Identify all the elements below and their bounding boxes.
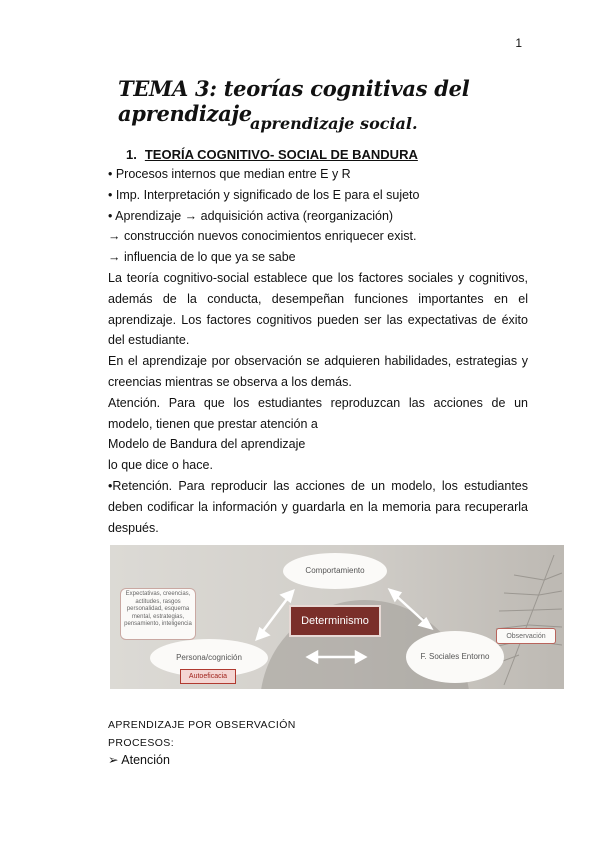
body-text xyxy=(108,268,528,538)
paragraph: La teoría cognitivo-social establece que los factores sociales y cognitivos, además de la conducta, desempeñan funciones importantes en el aprendizaje. Los factores cognitivos pueden ser las expectativas de éxito del estudiante. xyxy=(108,271,528,348)
bullet-list xyxy=(108,164,528,268)
paragraph: •Retención. Para reproducir las acciones de un modelo, los estudiantes deben codificar la información y guardarla en la memoria para recuperarla después. xyxy=(108,478,528,535)
bandura-model-diagram xyxy=(110,545,564,689)
paragraph: lo que dice o hace. xyxy=(108,458,213,473)
section-title: TEORÍA COGNITIVO- SOCIAL DE BANDURA xyxy=(144,147,418,162)
bullet-item: • Procesos internos que median entre E y R xyxy=(108,167,351,181)
determinism-box: Determinismo xyxy=(289,605,381,637)
section-number: 1. xyxy=(126,147,137,162)
observation-heading: APRENDIZAJE POR OBSERVACIÓN xyxy=(108,719,296,731)
bullet-item: → construcción nuevos conocimientos enriquecer exist. xyxy=(108,229,417,244)
social-factors-node: F. Sociales Entorno xyxy=(406,631,504,683)
bullet-item: → influencia de lo que ya se sabe xyxy=(108,250,296,265)
footer-headings xyxy=(108,716,296,752)
paragraph: Modelo de Bandura del aprendizaje xyxy=(108,437,306,452)
expectations-box: Expectativas, creencias, actitudes, rasgos personalidad, esquema mental, estrategias, pensamiento, inteligencia xyxy=(120,588,196,640)
attention-bullet: ➢ Atención xyxy=(108,753,170,767)
page-number: 1 xyxy=(515,36,522,50)
paragraph: Atención. Para que los estudiantes reproduzcan las acciones de un modelo, tienen que prestar atención a xyxy=(108,395,528,431)
section-heading xyxy=(126,147,418,162)
self-efficacy-badge: Autoeficacia xyxy=(180,669,236,684)
page-title: TEMA 3: teorías cognitivas del aprendizaje xyxy=(118,76,470,126)
observation-box: Observación xyxy=(496,628,556,644)
bullet-item: • Aprendizaje → adquisición activa (reorganización) xyxy=(108,208,394,223)
person-cognition-node: Persona/cognición xyxy=(150,639,268,677)
behavior-node: Comportamiento xyxy=(283,553,387,589)
bullet-item: • Imp. Interpretación y significado de los E para el sujeto xyxy=(108,187,420,202)
processes-heading: PROCESOS: xyxy=(108,737,175,749)
page-subtitle: aprendizaje social. xyxy=(250,114,418,133)
paragraph: En el aprendizaje por observación se adquieren habilidades, estrategias y creencias mientras se observa a los demás. xyxy=(108,354,528,389)
